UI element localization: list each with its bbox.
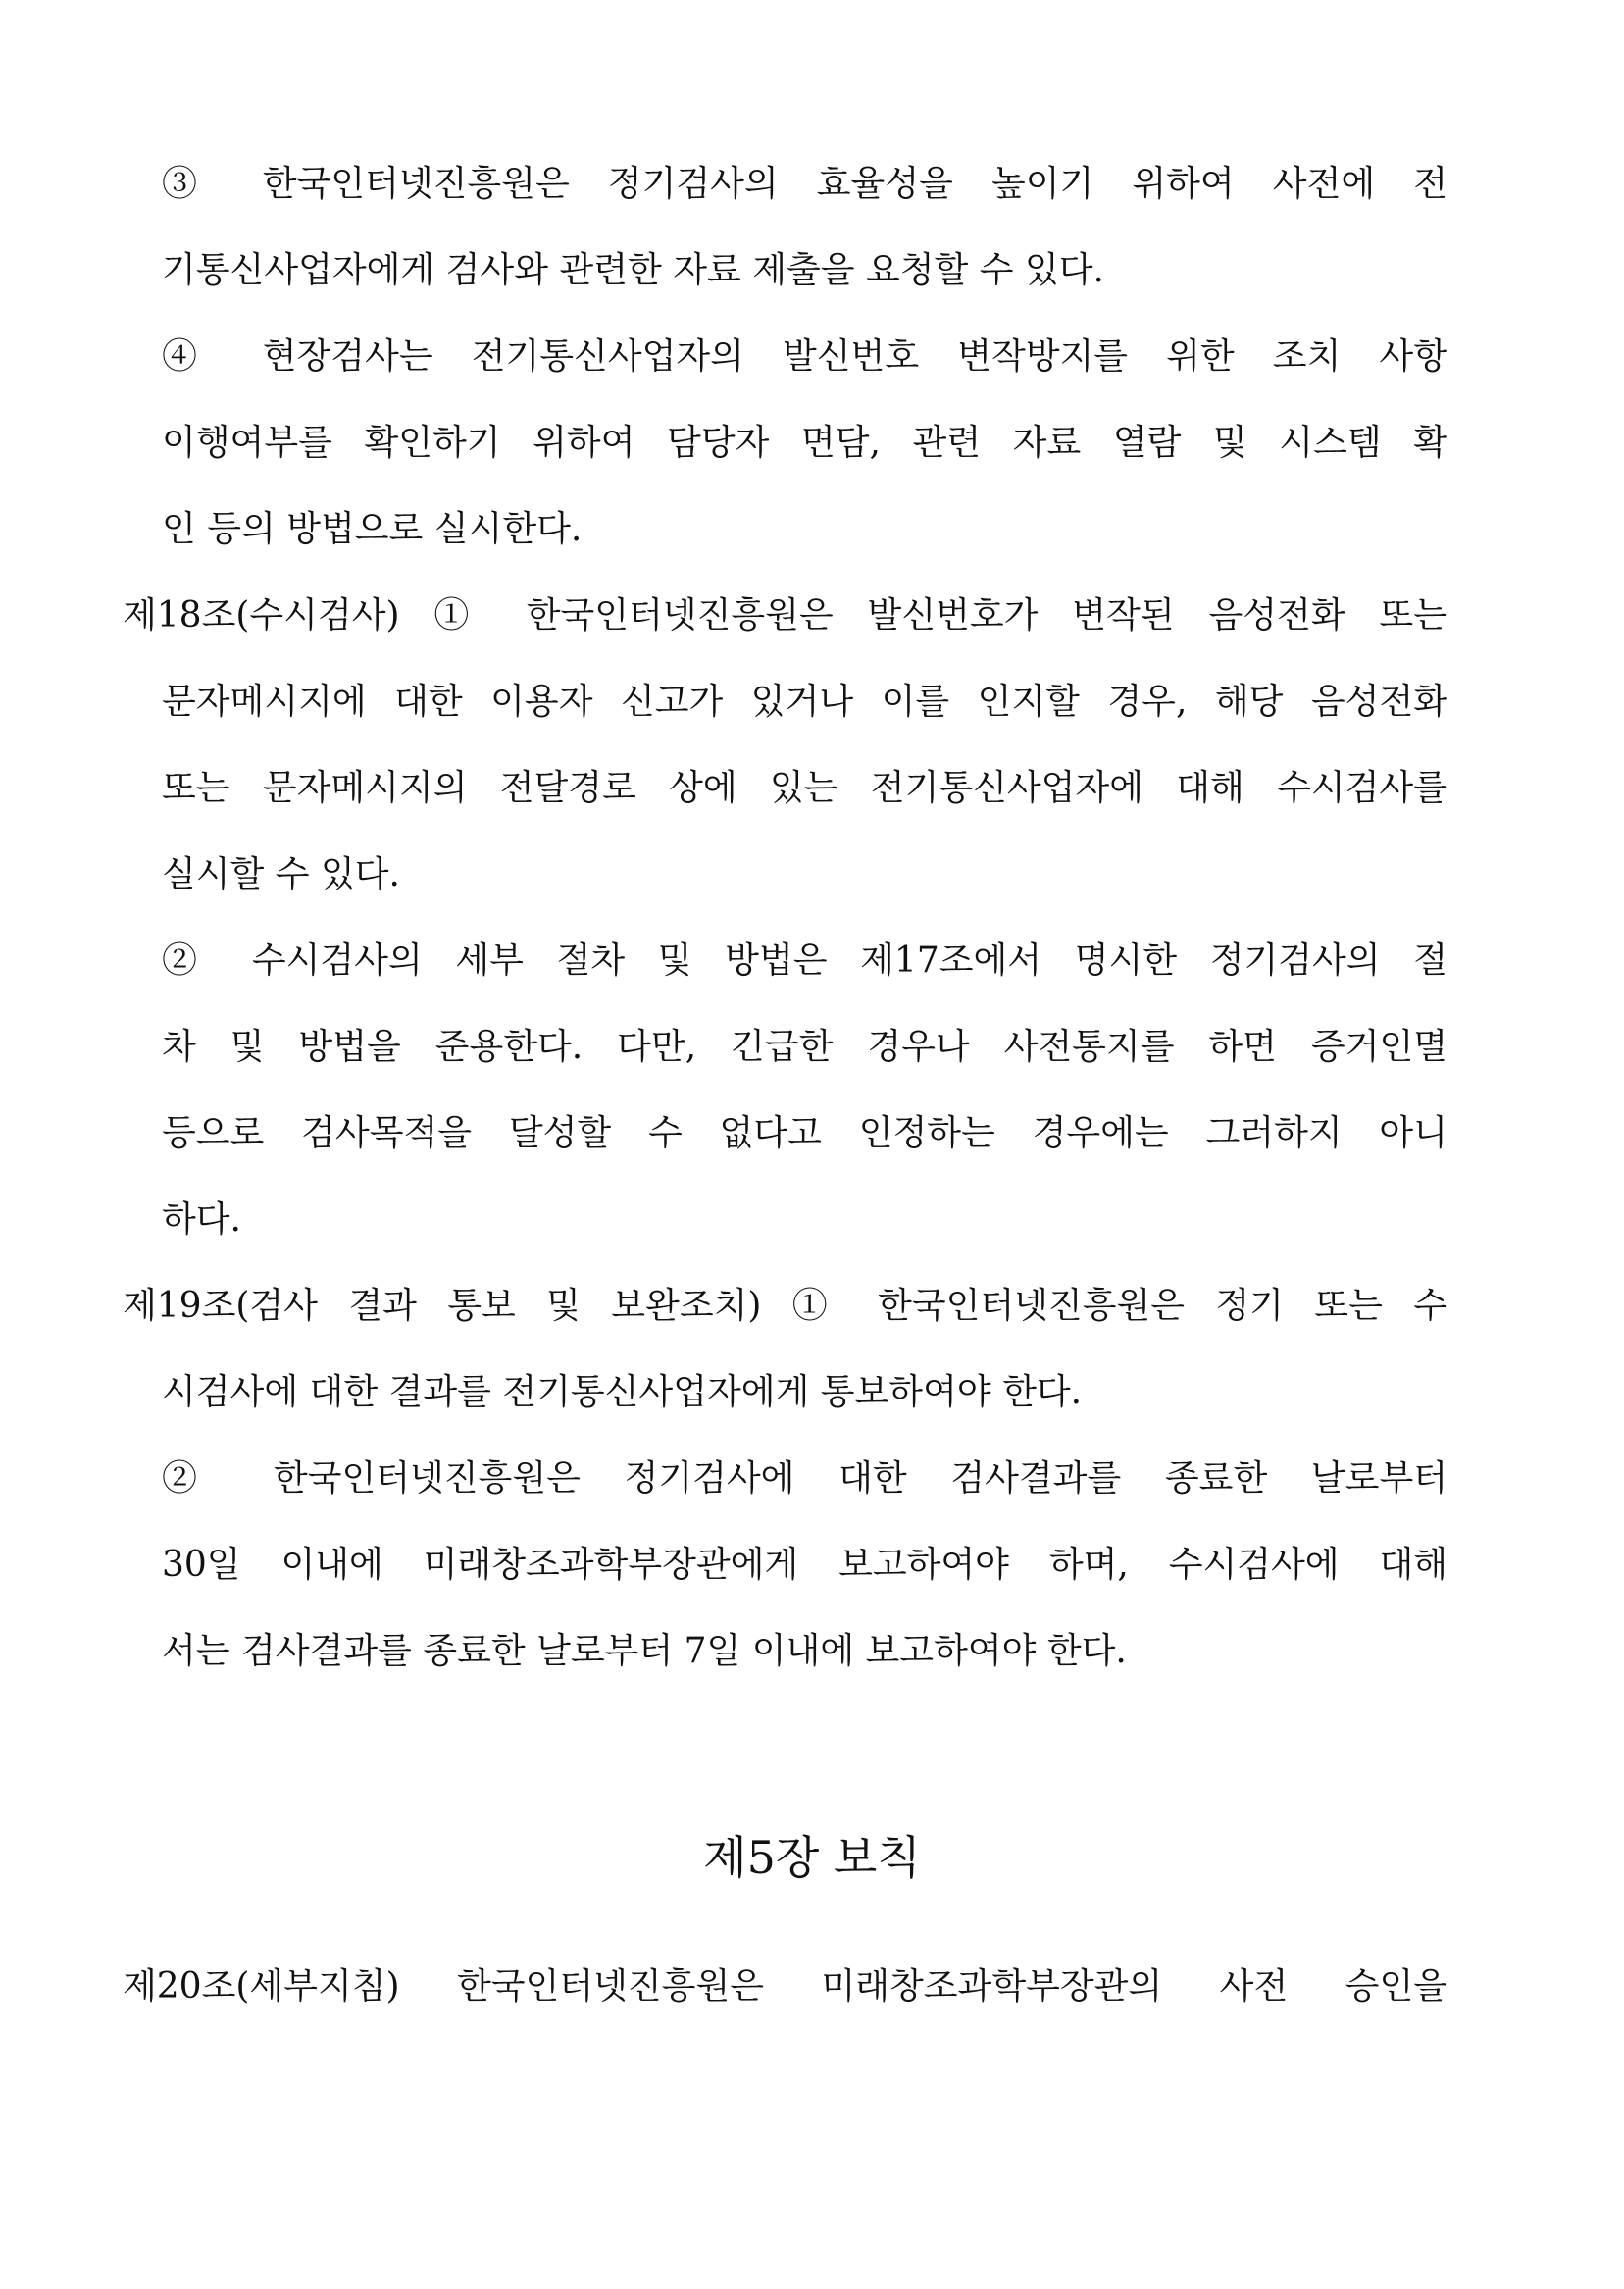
art17-para4-line3: 인 등의 방법으로 실시한다. xyxy=(162,509,583,549)
art17-para4-line2: 이행여부를 확인하기 위하여 담당자 면담, 관련 자료 열람 및 시스템 확 xyxy=(162,423,1447,463)
chapter-title: 제5장 보칙 xyxy=(703,1831,921,1884)
art17-para3-line1: ③ 한국인터넷진흥원은 정기검사의 효율성을 높이기 위하여 사전에 전 xyxy=(162,164,1447,204)
art18-para1-line4: 실시할 수 있다. xyxy=(162,854,400,894)
art18-para2-line3: 등으로 검사목적을 달성할 수 없다고 인정하는 경우에는 그러하지 아니 xyxy=(162,1113,1447,1153)
art19-para1-line1: 제19조(검사 결과 통보 및 보완조치) ① 한국인터넷진흥원은 정기 또는 수 xyxy=(123,1286,1447,1326)
art18-para1-line1: 제18조(수시검사) ① 한국인터넷진흥원은 발신번호가 변작된 음성전화 또는 xyxy=(123,595,1447,636)
art19-para2-line3: 서는 검사결과를 종료한 날로부터 7일 이내에 보고하여야 한다. xyxy=(162,1631,1127,1671)
art17-para3-line2: 기통신사업자에게 검사와 관련한 자료 제출을 요청할 수 있다. xyxy=(162,250,1104,290)
art18-para1-line3: 또는 문자메시지의 전달경로 상에 있는 전기통신사업자에 대해 수시검사를 xyxy=(162,768,1447,808)
art19-para1-line2: 시검사에 대한 결과를 전기통신사업자에게 통보하여야 한다. xyxy=(162,1372,1083,1412)
art19-para2-line1: ② 한국인터넷진흥원은 정기검사에 대한 검사결과를 종료한 날로부터 xyxy=(162,1458,1447,1499)
art18-para1-line2: 문자메시지에 대한 이용자 신고가 있거나 이를 인지할 경우, 해당 음성전화 xyxy=(162,682,1447,722)
art17-para4-line1: ④ 현장검사는 전기통신사업자의 발신번호 변작방지를 위한 조치 사항 xyxy=(162,336,1447,377)
art18-para2-line1: ② 수시검사의 세부 절차 및 방법은 제17조에서 명시한 정기검사의 절 xyxy=(162,941,1447,981)
art20-line1: 제20조(세부지침) 한국인터넷진흥원은 미래창조과학부장관의 사전 승인을 xyxy=(123,1966,1447,2007)
art18-para2-line2: 차 및 방법을 준용한다. 다만, 긴급한 경우나 사전통지를 하면 증거인멸 xyxy=(162,1027,1447,1067)
art19-para2-line2: 30일 이내에 미래창조과학부장관에게 보고하여야 하며, 수시검사에 대해 xyxy=(162,1545,1447,1585)
art18-para2-line4: 하다. xyxy=(162,1199,241,1240)
